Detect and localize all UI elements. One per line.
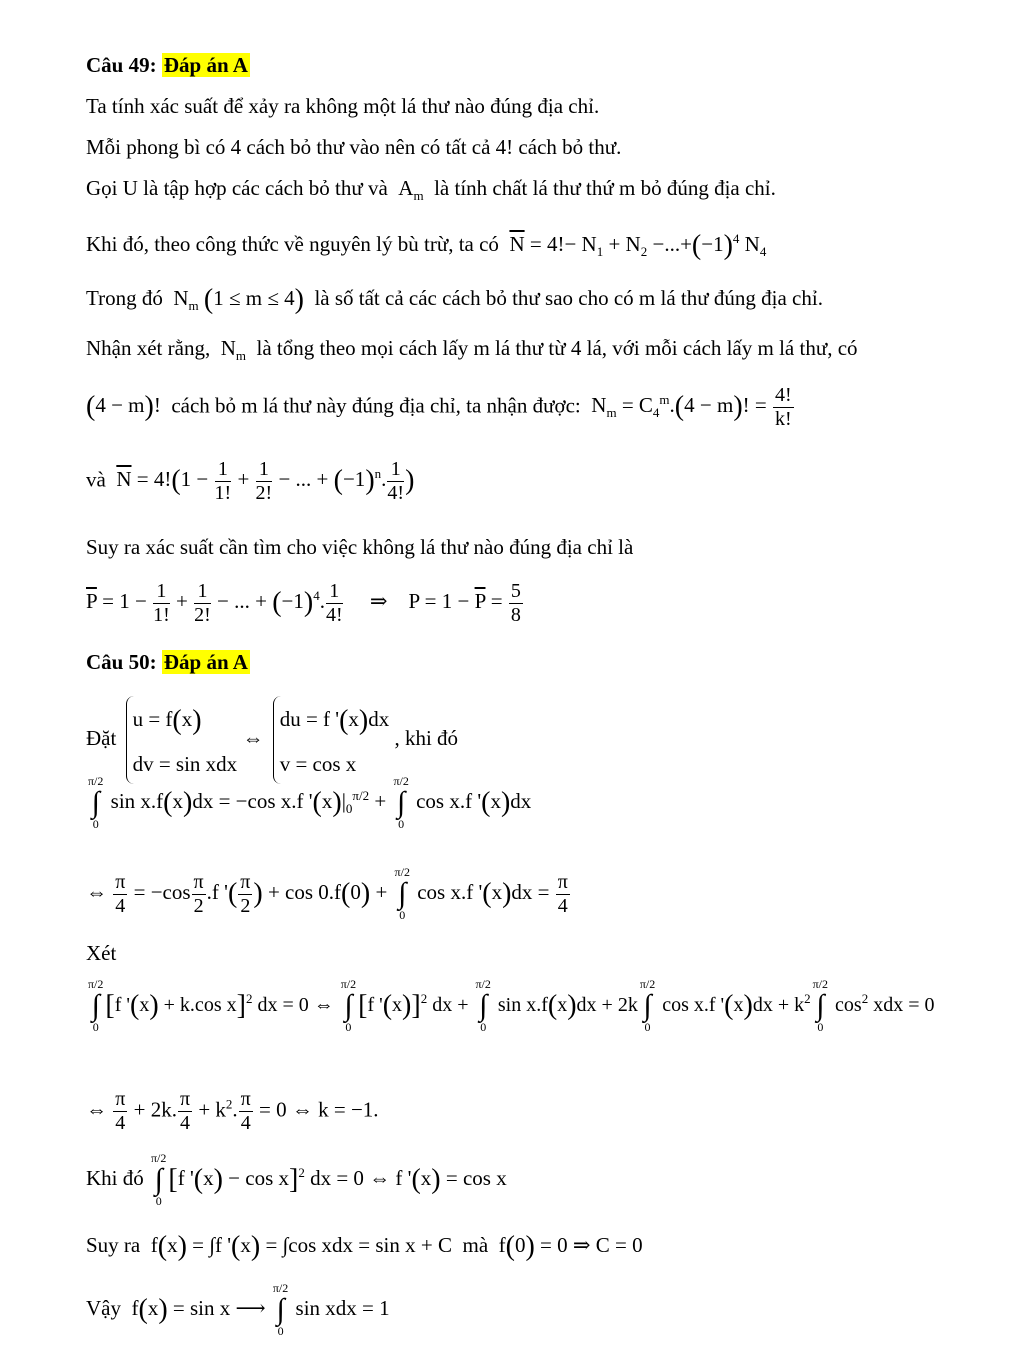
q50-equivalence-1: ⇔ $\frac{\pi}{4}$ = −cos $\frac{\pi}{2}$ .f '( $\frac{\pi}{2}$ ) + cos 0.f(0) + π/2 ∫ 0 cos x.f '(x)dx = $\frac{\pi}{4}$ <box>86 865 568 923</box>
q50-vay-line: Vậy f(x) = sin x ⟶ π/2 ∫ 0 sin xdx = 1 <box>86 1281 390 1339</box>
math-Nm-formula: $N_m = C_4^m.(4 - m)$! = $\frac{4!}{k!}$ <box>586 384 792 430</box>
q50-xet: Xét <box>86 941 117 965</box>
math-brace-right: du = f '(x)dx v = cos x <box>273 696 390 784</box>
math-Am: $A_m$ <box>393 176 424 204</box>
q49-line-1: Ta tính xác suất để xảy ra không một lá thư nào đúng địa chỉ. <box>86 94 600 118</box>
q50-line-substitution: Đặt u = f(x) dv = sin xdx ⇔ du = f '(x)dx v = cos x , khi đó <box>86 696 458 784</box>
question-50-heading: Câu 50: Đáp án A <box>86 650 248 674</box>
q50-khido-line: Khi đó π/2 ∫ 0 [f '(x) − cos x]$^2$ dx = 0 ⇔ f '(x) = cos x <box>86 1151 507 1209</box>
q49-line-10 <box>86 580 524 627</box>
question-49-heading: Câu 49: Đáp án A <box>86 53 248 77</box>
q50-solve-k: ⇔ $\frac{\pi}{4}$ + 2k. $\frac{\pi}{4}$ + $k^2$. $\frac{\pi}{4}$ = 0 ⇔ k = −1. <box>86 1088 379 1134</box>
q49-line-8: và $\overline{N} = 4!(1$ − $\frac{1}{1!}$ + $\frac{1}{2!}$ − ... + $(-1)^n$. $\frac{1}{4!}$ ) <box>86 458 415 504</box>
math-Nm: $N_m$ <box>215 336 247 364</box>
q49-line-2: Mỗi phong bì có 4 cách bỏ thư vào nên có tất cả 4! cách bỏ thư. <box>86 135 622 159</box>
q49-line-5: Trong đó $N_m$ (1 ≤ m ≤ 4) là số tất cả các cách bỏ thư sao cho có m lá thư đúng địa chỉ. <box>86 284 823 315</box>
math-N-bar: $\overline{N} = 4!(1$ − $\frac{1}{1!}$ + $\frac{1}{2!}$ − ... + $(-1)^n$. $\frac{1}{4!}$ ) <box>116 458 415 504</box>
q49-line-9: Suy ra xác suất cần tìm cho việc không lá thư nào đúng địa chỉ là <box>86 535 634 559</box>
answer-highlight: Đáp án A <box>163 650 248 674</box>
q50-suyra-line: Suy ra f(x) = ∫f '(x) = ∫cos xdx = sin x + C mà f(0) = 0 ⇒ C = 0 <box>86 1231 643 1262</box>
q49-line-7: (4 − m)! cách bỏ m lá thư này đúng địa chỉ, ta nhận được: $N_m = C_4^m.(4 - m)$! = $\frac{4!}{k!}$ <box>86 384 795 431</box>
q50-integration-by-parts: π/2 ∫ 0 sin x.f(x)dx = −cos x.f '$(x)|_0^{\pi/2}$ + π/2 ∫ 0 cos x.f '(x)dx <box>88 774 532 832</box>
math-brace-left: u = f(x) dv = sin xdx <box>126 696 238 784</box>
q50-square-integral: π/2 ∫ 0 [f '(x) + k.cos x]$^2$ dx = 0 ⇔ π/2 ∫ 0 [f '(x)]$^2$ dx + π/2 ∫ 0 sin x.f(x)dx + 2k π/2 ∫ 0 cos x.f '$(x)dx + k^2$ π/2 ∫ 0 $\cos^2$ xdx = 0 <box>88 977 935 1035</box>
math-inclusion-exclusion: $\overline{N} = 4!- N_1 + N_2 -...+(-1)^4$ $N_4$ <box>509 230 767 262</box>
math-P-result: $\overline{P} = 1$ − $\frac{1}{1!}$ + $\frac{1}{2!}$ − ... + $(-1)^4$. $\frac{1}{4!}$ ⇒ $P = 1 - \overline{P}$ = $\frac{5}{8}$ <box>86 580 521 626</box>
answer-highlight: Đáp án A <box>163 53 248 77</box>
q49-line-6: Nhận xét rằng, $N_m$ là tổng theo mọi cách lấy m lá thư từ 4 lá, với mỗi cách lấy m lá thư, có <box>86 336 858 364</box>
math-Nm-range: $N_m$ (1 ≤ m ≤ 4) <box>168 284 304 315</box>
q49-line-4: Khi đó, theo công thức về nguyên lý bù trừ, ta có $\overline{N} = 4!- N_1 + N_2 -...+(-1)^4$ $N_4$ <box>86 230 767 262</box>
q49-line-3: Gọi U là tập hợp các cách bỏ thư và $A_m$ là tính chất lá thư thứ m bỏ đúng địa chỉ. <box>86 176 776 204</box>
